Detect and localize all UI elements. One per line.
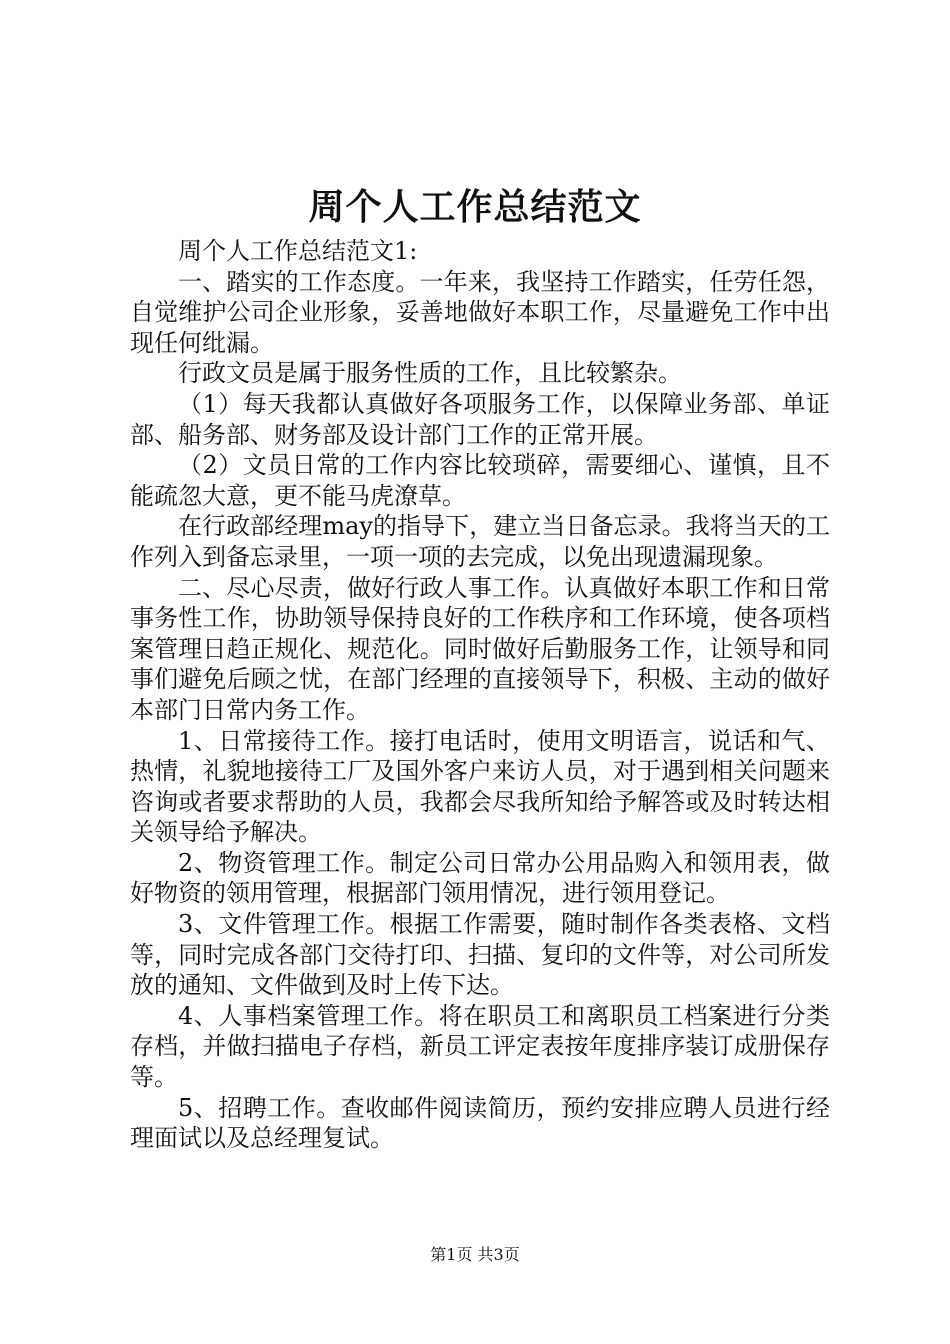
paragraph: 3、文件管理工作。根据工作需要，随时制作各类表格、文档等，同时完成各部门交待打印、扫描、复印的文件等，对公司所发放的通知、文件做到及时上传下达。 (130, 910, 830, 1000)
paragraph: 5、招聘工作。查收邮件阅读简历，预约安排应聘人员进行经理面试以及总经理复试。 (130, 1093, 830, 1153)
paragraph: （2）文员日常的工作内容比较琐碎，需要细心、谨慎，且不能疏忽大意，更不能马虎潦草。 (130, 451, 830, 510)
paragraph: 周个人工作总结范文1: (178, 237, 418, 265)
paragraph: 2、物资管理工作。制定公司日常办公用品购入和领用表，做好物资的领用管理，根据部门领用情况，进行领用登记。 (130, 848, 830, 908)
paragraph: 在行政部经理may的指导下，建立当日备忘录。我将当天的工作列入到备忘录里，一项一项的去完成，以免出现遗漏现象。 (130, 512, 830, 571)
paragraph: 4、人事档案管理工作。将在职员工和离职员工档案进行分类存档，并做扫描电子存档，新员工评定表按年度排序装订成册保存等。 (130, 1001, 830, 1092)
paragraph: （1）每天我都认真做好各项服务工作，以保障业务部、单证部、船务部、财务部及设计部门工作的正常开展。 (130, 389, 830, 449)
document-body (130, 236, 830, 1154)
document-title: 周个人工作总结范文 (308, 186, 642, 228)
page-footer: 第1页 共3页 (430, 1245, 520, 1264)
paragraph: 二、尽心尽责，做好行政人事工作。认真做好本职工作和日常事务性工作，协助领导保持良好的工作秩序和工作环境，使各项档案管理日趋正规化、规范化。同时做好后勤服务工作，让领导和同事们避免后顾之忧，在部门经理的直接领导下，积极、主动的做好本部门日常内务工作。 (130, 573, 830, 724)
paragraph: 一、踏实的工作态度。一年来，我坚持工作踏实，任劳任怨，自觉维护公司企业形象，妥善地做好本职工作，尽量避免工作中出现任何纰漏。 (130, 267, 830, 357)
paragraph: 行政文员是属于服务性质的工作，且比较繁杂。 (178, 359, 682, 388)
paragraph: 1、日常接待工作。接打电话时，使用文明语言，说话和气、热情，礼貌地接待工厂及国外客户来访人员，对于遇到相关问题来咨询或者要求帮助的人员，我都会尽我所知给予解答或及时转达相关领导给予解决。 (130, 726, 830, 847)
